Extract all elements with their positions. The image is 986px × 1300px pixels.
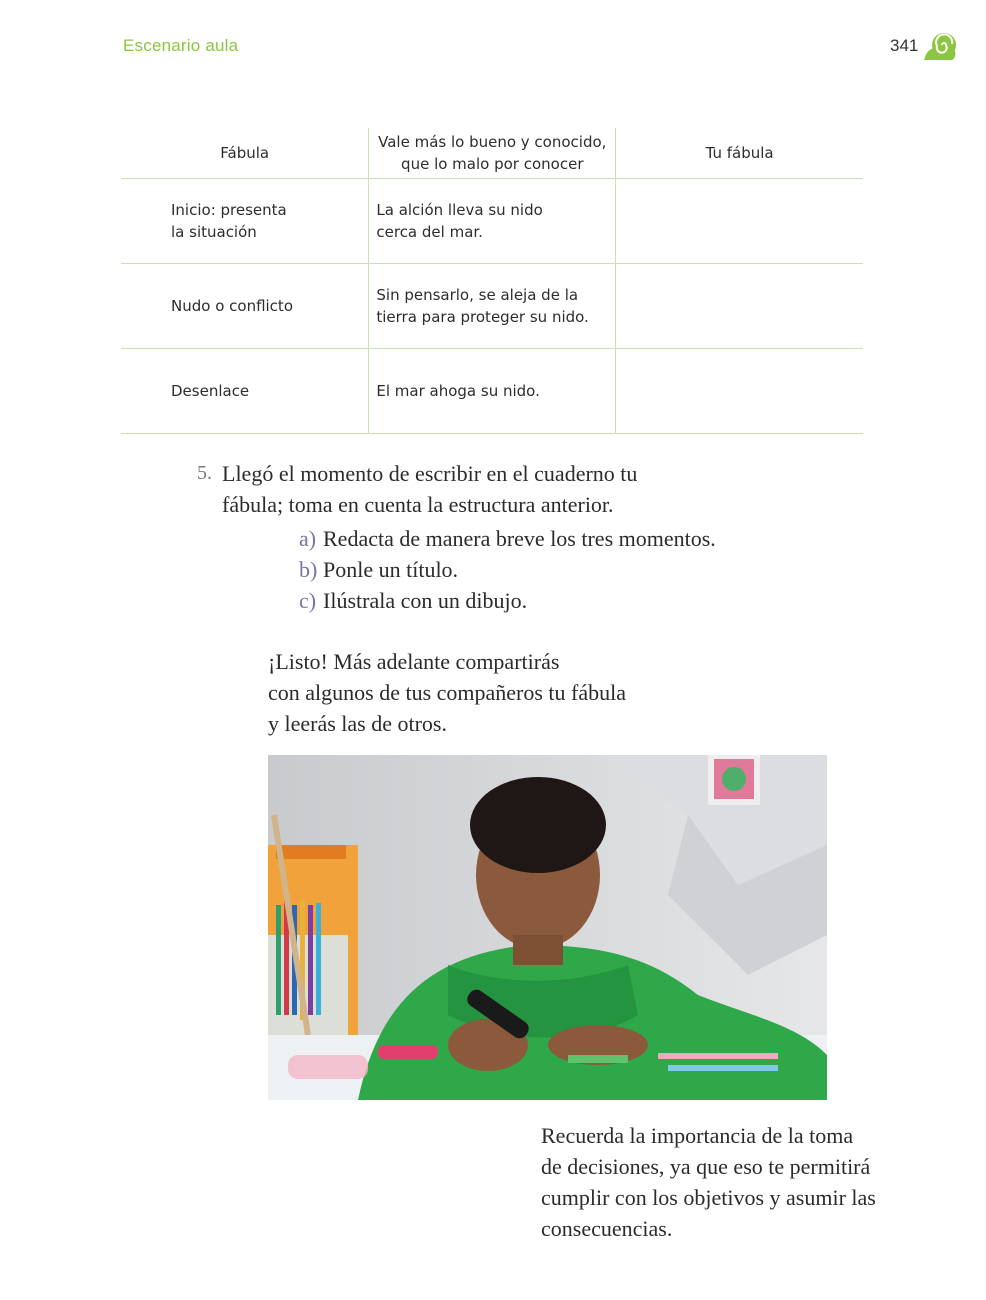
your-fable-cell[interactable]	[616, 179, 863, 264]
table-row	[121, 349, 863, 434]
your-fable-cell[interactable]	[616, 264, 863, 349]
part-cell	[121, 264, 369, 349]
item-text: Redacta de manera breve los tres momentos.	[323, 526, 716, 551]
example-line: tierra para proteger su nido.	[376, 308, 589, 326]
part-cell	[121, 349, 369, 434]
table-row	[121, 179, 863, 264]
table-row	[121, 264, 863, 349]
header-example-line: Vale más lo bueno y conocido,	[378, 133, 607, 151]
reminder-line: consecuencias.	[541, 1216, 673, 1241]
reminder-paragraph	[541, 1120, 901, 1244]
list-item	[299, 554, 799, 585]
section-title: Escenario aula	[123, 36, 239, 55]
example-line: cerca del mar.	[376, 223, 483, 241]
item-letter: c)	[299, 588, 317, 613]
closing-line: con algunos de tus compañeros tu fábula	[268, 680, 627, 705]
boy-drawing-photo	[268, 755, 827, 1100]
snail-spiral-icon	[922, 30, 958, 62]
fable-structure-table	[121, 128, 863, 434]
item-text: Ilústrala con un dibujo.	[323, 588, 528, 613]
page-number: 341	[890, 36, 919, 55]
instruction-line: fábula; toma en cuenta la estructura anterior.	[222, 492, 614, 517]
part-line: Nudo o conflicto	[171, 297, 293, 315]
reminder-line: Recuerda la importancia de la toma	[541, 1123, 854, 1148]
item-letter: a)	[299, 526, 317, 551]
example-cell	[369, 179, 616, 264]
instruction-sub-list	[299, 523, 799, 616]
header-example-fable	[369, 128, 616, 179]
table-header-row	[121, 128, 863, 179]
list-item	[299, 523, 799, 554]
part-line: Inicio: presenta	[171, 201, 287, 219]
closing-paragraph	[268, 646, 688, 739]
instruction-line: Llegó el momento de escribir en el cuaderno tu	[222, 461, 638, 486]
your-fable-cell[interactable]	[616, 349, 863, 434]
header-your-fable: Tu fábula	[616, 128, 863, 179]
example-line: Sin pensarlo, se aleja de la	[376, 286, 579, 304]
instruction-5	[197, 458, 697, 520]
reminder-line: cumplir con los objetivos y asumir las	[541, 1185, 876, 1210]
list-item	[299, 585, 799, 616]
part-cell	[121, 179, 369, 264]
reminder-line: de decisiones, ya que eso te permitirá	[541, 1154, 871, 1179]
part-line: la situación	[171, 223, 257, 241]
example-line: La alción lleva su nido	[376, 201, 543, 219]
example-cell	[369, 349, 616, 434]
item-text: Ponle un título.	[323, 557, 459, 582]
closing-line: y leerás las de otros.	[268, 711, 447, 736]
header-fabula: Fábula	[121, 128, 369, 179]
example-line: El mar ahoga su nido.	[376, 382, 540, 400]
example-cell	[369, 264, 616, 349]
part-line: Desenlace	[171, 382, 250, 400]
header-example-line: que lo malo por conocer	[401, 155, 584, 173]
instruction-number: 5.	[197, 462, 212, 484]
item-letter: b)	[299, 557, 318, 582]
closing-line: ¡Listo! Más adelante compartirás	[268, 649, 560, 674]
